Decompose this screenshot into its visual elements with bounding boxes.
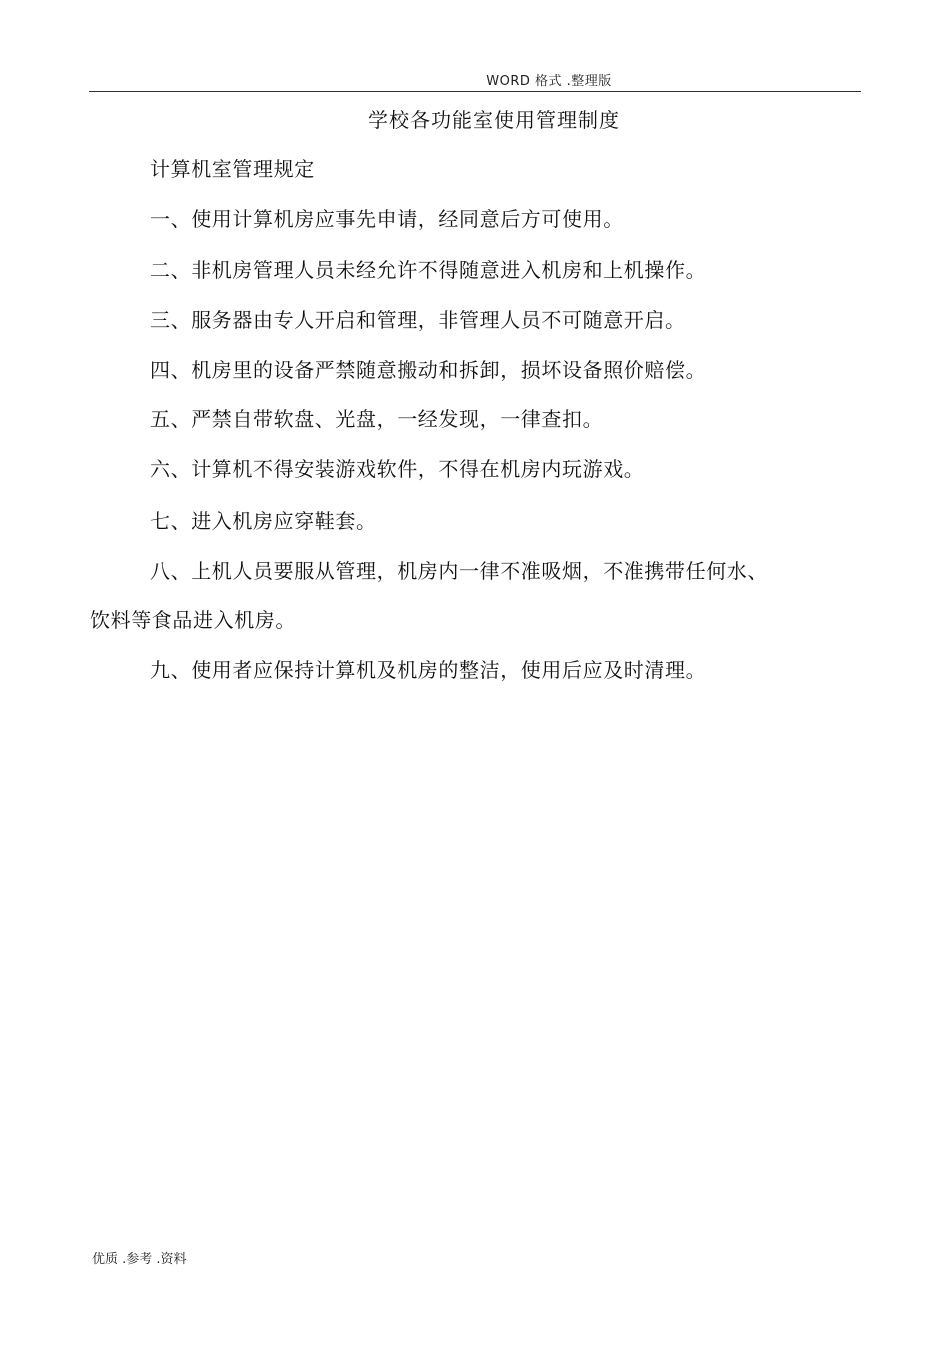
rule-line: 八、上机人员要服从管理，机房内一律不准吸烟，不准携带任何水、: [150, 559, 768, 583]
rule-line: 四、机房里的设备严禁随意搬动和拆卸，损坏设备照价赔偿。: [150, 358, 707, 382]
rule-line: 二、非机房管理人员未经允许不得随意进入机房和上机操作。: [150, 258, 707, 282]
rule-line: 三、服务器由专人开启和管理，非管理人员不可随意开启。: [150, 308, 686, 332]
rule-line: 五、严禁自带软盘、光盘，一经发现，一律查扣。: [150, 407, 604, 431]
rule-line: 六、计算机不得安装游戏软件，不得在机房内玩游戏。: [150, 457, 645, 481]
page-header: WORD 格式 .整理版: [486, 74, 612, 89]
rule-line-continuation: 饮料等食品进入机房。: [90, 608, 296, 632]
rule-line: 七、进入机房应穿鞋套。: [150, 509, 377, 533]
section-heading: 计算机室管理规定: [150, 157, 315, 181]
page-footer: 优质 .参考 .资料: [92, 1252, 187, 1267]
header-divider: [89, 91, 861, 92]
rule-line: 一、使用计算机房应事先申请，经同意后方可使用。: [150, 207, 624, 231]
rule-line: 九、使用者应保持计算机及机房的整洁，使用后应及时清理。: [150, 658, 707, 682]
document-title: 学校各功能室使用管理制度: [368, 108, 620, 132]
